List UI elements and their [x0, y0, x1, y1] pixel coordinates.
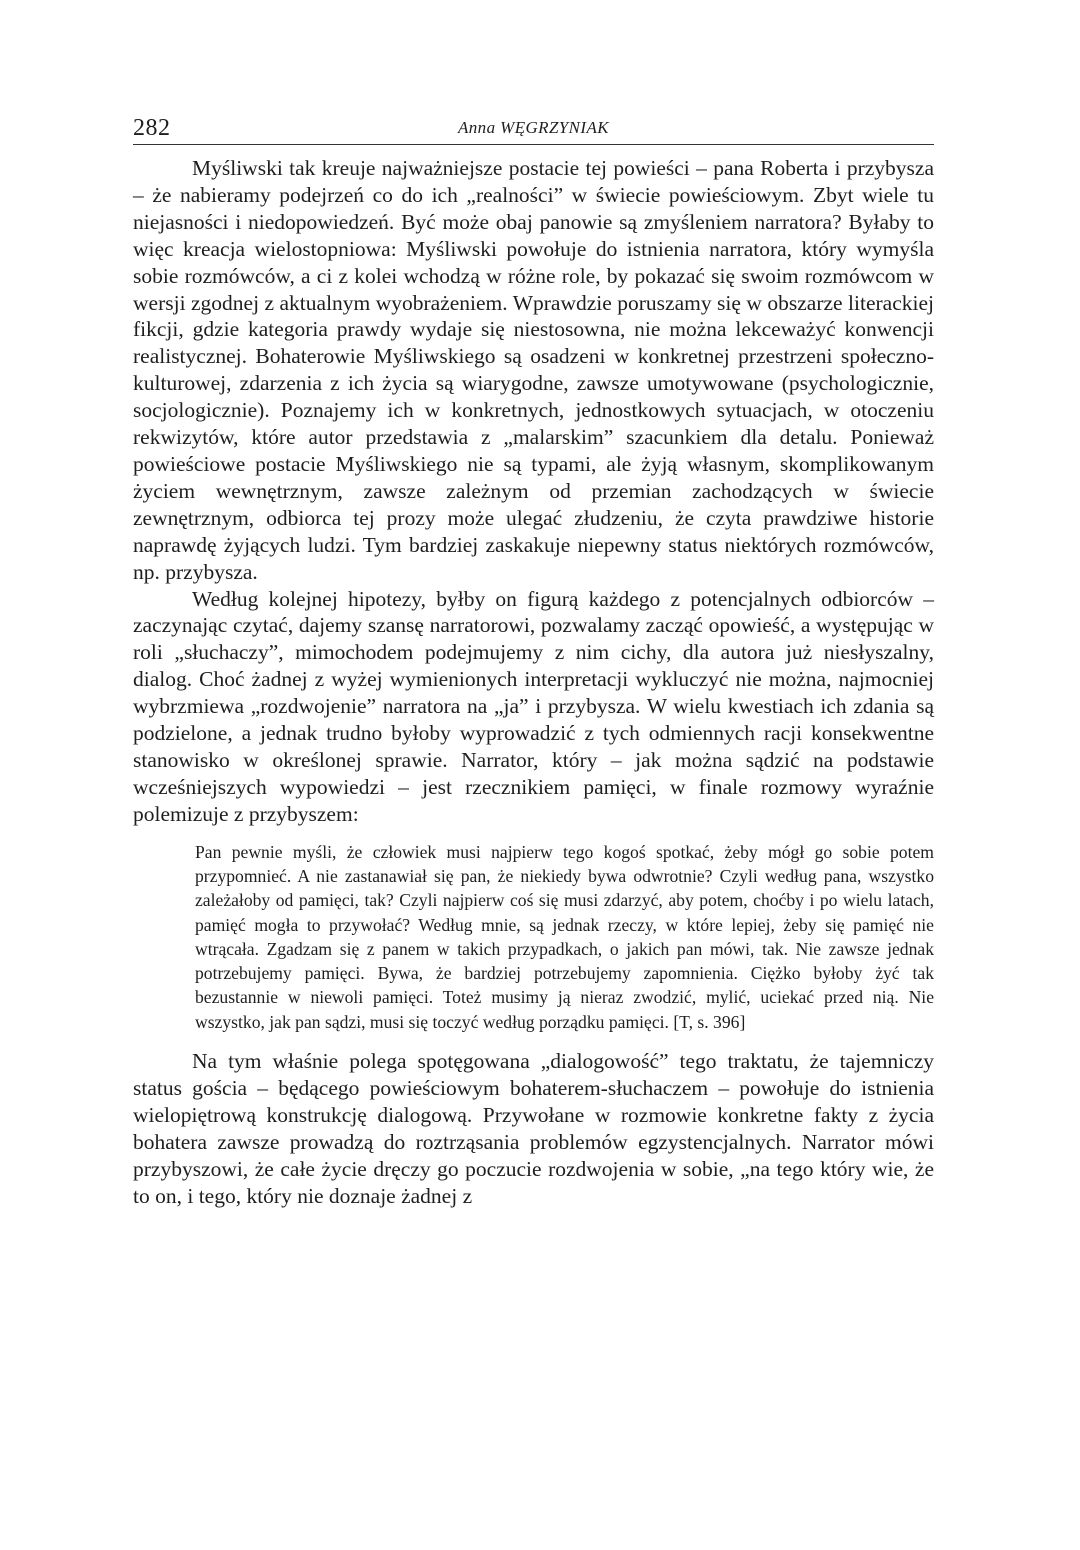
block-quote: Pan pewnie myśli, że człowiek musi najpierw tego kogoś spotkać, żeby mógł go sobie potem przypomnieć. A nie zastanawiał się pan, że niekiedy bywa odwrotnie? Czyli według pana, wszystko zależałoby od pamięci, tak? Czyli najpierw coś się musi zdarzyć, aby potem, choćby i po wielu latach, pamięć mogła to przywołać? Według mnie, są jednak rzeczy, w które lepiej, żeby się pamięć nie wtrącała. Zgadzam się z panem w takich przypadkach, o jakich pan mówi, tak. Nie zawsze jednak potrzebujemy pamięci. Bywa, że bardziej potrzebujemy zapomnienia. Ciężko byłoby żyć tak bezustannie w niewoli pamięci. Toteż musimy ją nieraz zwodzić, mylić, uciekać przed nią. Nie wszystko, jak pan sądzi, musi się toczyć według porządku pamięci. [T, s. 396] — [195, 841, 934, 1032]
paragraph-2: Według kolejnej hipotezy, byłby on figurą każdego z potencjalnych odbiorców – zaczynając czytać, dajemy szansę narratorowi, pozwalamy zacząć opowieść, a występując w roli „słuchaczy”, mimochodem podejmujemy z nim cichy, dla autora już niesłyszalny, dialog. Choć żadnej z wyżej wymienionych interpretacji wykluczyć nie można, najmocniej wybrzmiewa „rozdwojenie” narratora na „ja” i przybysza. W wielu kwestiach ich zdania są podzielone, a jednak trudno byłoby wyprowadzić z tych odmiennych racji konsekwentne stanowisko w określonej sprawie. Narrator, który – jak można sądzić na podstawie wcześniejszych wypowiedzi – jest rzecznikiem pamięci, w finale rozmowy wyraźnie polemizuje z przybyszem: — [133, 586, 934, 826]
running-head-author: Anna WĘGRZYNIAK — [458, 118, 609, 137]
paragraph-3: Na tym właśnie polega spotęgowana „dialogowość” tego traktatu, że tajemniczy status gościa – będącego powieściowym bohaterem-słuchaczem – powołuje do istnienia wielopiętrową konstrukcję dialogową. Przywołane w rozmowie konkretne fakty z życia bohatera zawsze prowadzą do roztrząsania problemów egzystencjalnych. Narrator mówi przybyszowi, że całe życie dręczy go poczucie rozdwojenia w sobie, „na tego który wie, że to on, i tego, który nie doznaje żadnej z — [133, 1049, 934, 1208]
body-text — [133, 155, 934, 1209]
paragraph-1: Myśliwski tak kreuje najważniejsze postacie tej powieści – pana Roberta i przybysza – że nabieramy podejrzeń co do ich „realności” w świecie powieściowym. Zbyt wiele tu niejasności i niedopowiedzeń. Być może obaj panowie są zmyśleniem narratora? Byłaby to więc kreacja wielostopniowa: Myśliwski powołuje do istnienia narratora, który wymyśla sobie rozmówców, a ci z kolei wchodzą w różne role, by pokazać się swoim rozmówcom w wersji zgodnej z aktualnym wyobrażeniem. Wprawdzie poruszamy się w obszarze literackiej fikcji, gdzie kategoria prawdy wydaje się niestosowna, nie można lekceważyć konwencji realistycznej. Bohaterowie Myśliwskiego są osadzeni w konkretnej przestrzeni społeczno-kulturowej, zdarzenia z ich życia są wiarygodne, zawsze umotywowane (psychologicznie, socjologicznie). Poznajemy ich w konkretnych, jednostkowych sytuacjach, w otoczeniu rekwizytów, które autor przedstawia z „malarskim” szacunkiem dla detalu. Ponieważ powieściowe postacie Myśliwskiego nie są typami, ale żyją własnym, skomplikowanym życiem wewnętrznym, zawsze zależnym od przemian zachodzących w świecie zewnętrznym, odbiorca tej prozy może ulegać złudzeniu, że czyta prawdziwe historie naprawdę żyjących ludzi. Tym bardziej zaskakuje niepewny status niektórych rozmówców, np. przybysza. — [133, 156, 934, 584]
running-head — [133, 112, 934, 145]
page-number: 282 — [133, 115, 171, 141]
